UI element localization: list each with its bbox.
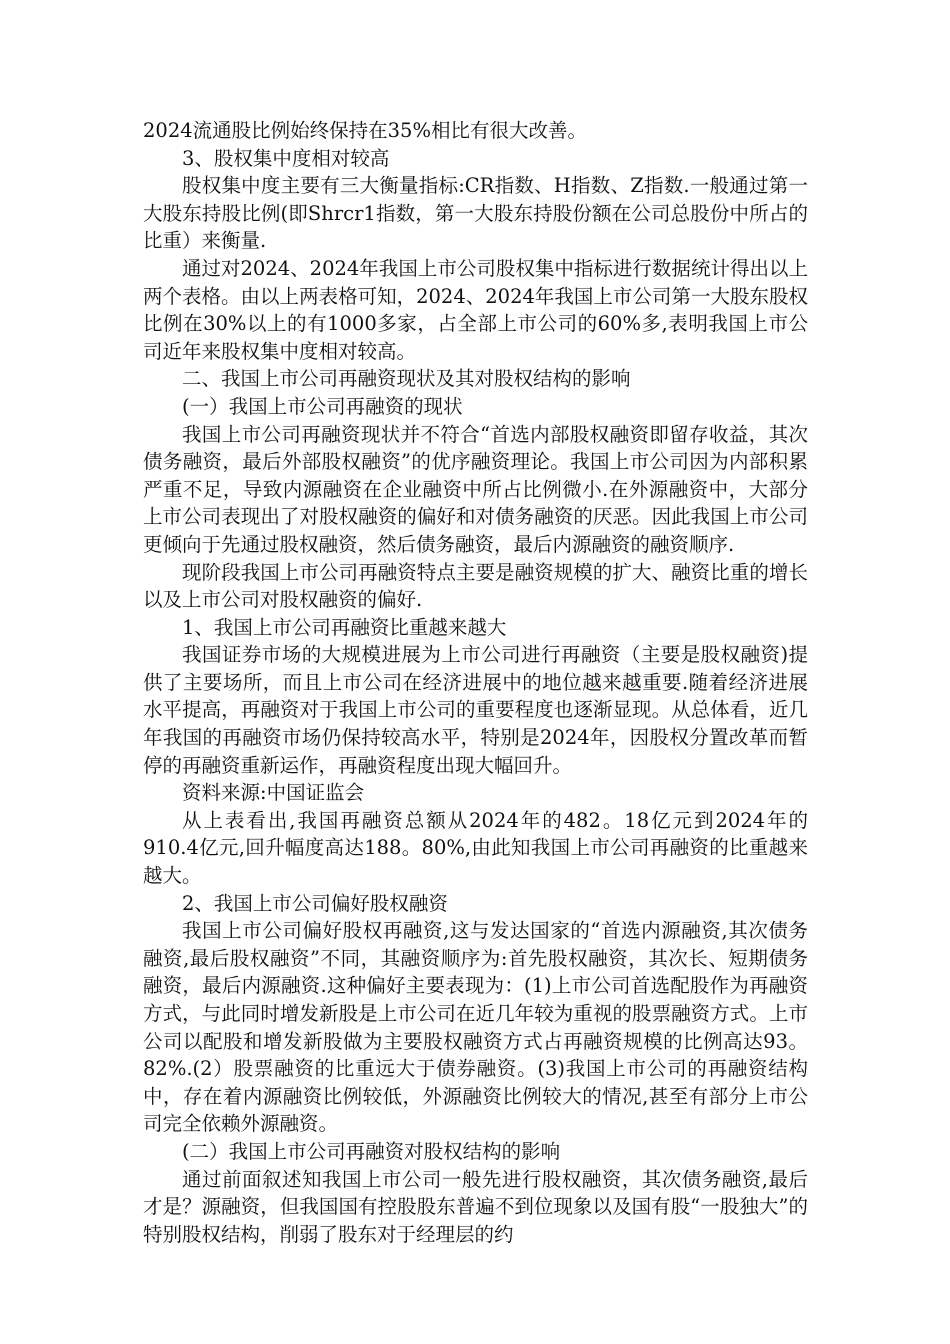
paragraph: 通过对2024、2024年我国上市公司股权集中指标进行数据统计得出以上两个表格。由以上两表格可知，2024、2024年我国上市公司第一大股东股权比例在30%以上的有1000多家，占全部上市公司的60%多,表明我国上市公司近年来股权集中度相对较高。 bbox=[143, 256, 808, 363]
paragraph: 我国证券市场的大规模进展为上市公司进行再融资（主要是股权融资)提供了主要场所，而且上市公司在经济进展中的地位越来越重要.随着经济进展水平提高，再融资对于我国上市公司的重要程度也逐渐显现。从总体看，近几年我国的再融资市场仍保持较高水平，特别是2024年，因股权分置改革而暂停的再融资重新运作，再融资程度出现大幅回升。 bbox=[143, 643, 808, 777]
paragraph: 从上表看出,我国再融资总额从2024年的482。18亿元到2024年的910.4亿元,回升幅度高达188。80%,由此知我国上市公司再融资的比重越来越大。 bbox=[143, 808, 808, 888]
source-note: 资料来源:中国证监会 bbox=[182, 781, 365, 805]
section-heading-equity-preference: 2、我国上市公司偏好股权融资 bbox=[182, 891, 448, 915]
section-heading-refinancing: 二、我国上市公司再融资现状及其对股权结构的影响 bbox=[182, 367, 631, 391]
subsection-heading-status: (一）我国上市公司再融资的现状 bbox=[182, 394, 463, 418]
paragraph: 我国上市公司偏好股权再融资,这与发达国家的“首选内源融资,其次债务融资,最后股权融资”不同，其融资顺序为:首先股权融资，其次长、短期债务融资，最后内源融资.这种偏好主要表现为：(1)上市公司首选配股作为再融资方式，与此同时增发新股是上市公司在近几年较为重视的股票融资方式。上市公司以配股和增发新股做为主要股权融资方式占再融资规模的比例高达93。82%.(2）股票融资的比重远大于债券融资。(3)我国上市公司的再融资结构中，存在着内源融资比例较低，外源融资比例较大的情况,甚至有部分上市公司完全依赖外源融资。 bbox=[143, 919, 808, 1136]
section-heading-ownership-concentration: 3、股权集中度相对较高 bbox=[182, 146, 390, 170]
paragraph: 股权集中度主要有三大衡量指标:CR指数、H指数、Z指数.一般通过第一大股东持股比例(即Shrcr1指数，第一大股东持股份额在公司总股份中所占的比重）来衡量. bbox=[143, 174, 808, 253]
document-body bbox=[143, 117, 808, 1248]
paragraph: 现阶段我国上市公司再融资特点主要是融资规模的扩大、融资比重的增长以及上市公司对股权融资的偏好. bbox=[143, 560, 808, 612]
section-heading-refinancing-ratio: 1、我国上市公司再融资比重越来越大 bbox=[182, 615, 507, 639]
subsection-heading-impact: (二）我国上市公司再融资对股权结构的影响 bbox=[182, 1139, 561, 1163]
paragraph-continuation: 2024流通股比例始终保持在35%相比有很大改善。 bbox=[143, 119, 587, 142]
paragraph: 通过前面叙述知我国上市公司一般先进行股权融资，其次债务融资,最后才是？源融资，但我国国有控股股东普遍不到位现象以及国有股“一股独大”的特别股权结构，削弱了股东对于经理层的约 bbox=[143, 1167, 808, 1246]
paragraph: 我国上市公司再融资现状并不符合“首选内部股权融资即留存收益，其次债务融资，最后外部股权融资”的优序融资理论。我国上市公司因为内部积累严重不足，导致内源融资在企业融资中所占比例微小.在外源融资中，大部分上市公司表现出了对股权融资的偏好和对债务融资的厌恶。因此我国上市公司更倾向于先通过股权融资，然后债务融资，最后内源融资的融资顺序. bbox=[143, 422, 808, 556]
